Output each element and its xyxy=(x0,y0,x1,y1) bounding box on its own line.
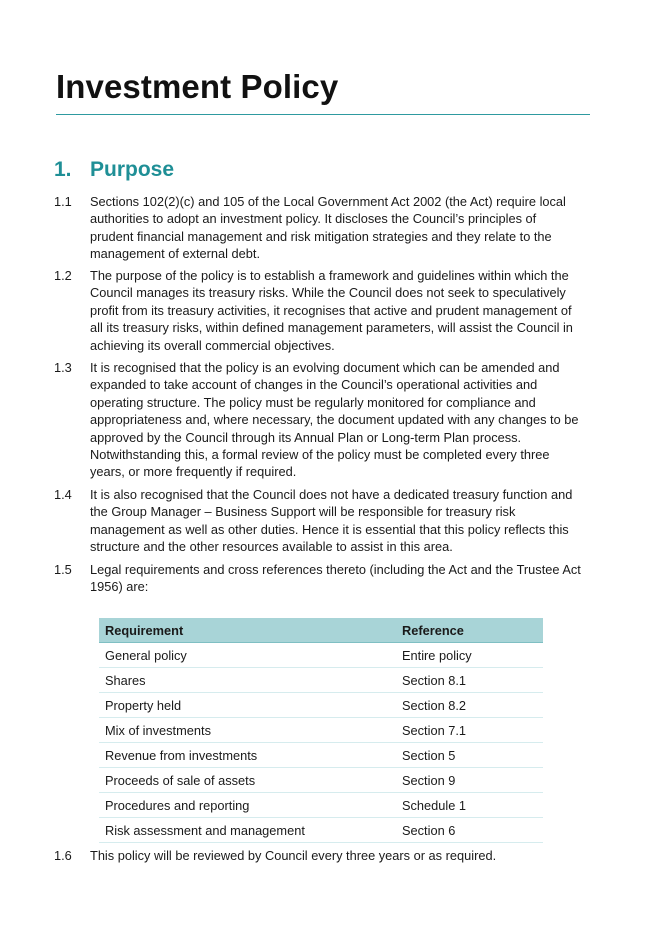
paragraph-number: 1.4 xyxy=(54,487,72,502)
text-line: Notwithstanding this, a formal review of the policy must be completed every three xyxy=(90,447,550,463)
text-line: management of external debt. xyxy=(90,246,261,262)
text-line: Legal requirements and cross references thereto (including the Act and the Trustee Act xyxy=(90,562,581,577)
paragraph-number: 1.3 xyxy=(54,360,72,375)
paragraph-number: 1.2 xyxy=(54,268,72,283)
text-line: all its treasury risks, within defined management parameters, will assist the Council in xyxy=(90,320,573,336)
reference-cell: Section 5 xyxy=(396,743,543,768)
text-line: management as well as other duties. Hence it is essential that this policy reflects this xyxy=(90,521,569,537)
reference-cell: Section 8.1 xyxy=(396,668,543,693)
requirements-table xyxy=(99,618,543,843)
text-line: prudent financial management and risk mitigation strategies and they relate to the xyxy=(90,228,552,244)
section-title: Purpose xyxy=(90,158,175,181)
table-row xyxy=(99,643,543,668)
text-line: It is also recognised that the Council does not have a dedicated treasury function and xyxy=(90,487,573,502)
table-row xyxy=(99,743,543,768)
text-line: It is recognised that the policy is an evolving document which can be amended and xyxy=(90,360,560,375)
requirement-cell: Risk assessment and management xyxy=(99,818,396,843)
paragraph-text xyxy=(90,267,590,354)
text-line: structure and the other resources available to assist in this area. xyxy=(90,539,453,555)
text-line: The purpose of the policy is to establish a framework and guidelines within which the xyxy=(90,268,569,283)
table-row xyxy=(99,718,543,743)
reference-cell: Section 9 xyxy=(396,768,543,793)
paragraph-text xyxy=(90,561,590,596)
reference-cell: Section 7.1 xyxy=(396,718,543,743)
paragraph-text xyxy=(90,847,590,864)
text-line: appropriateness and, where necessary, the document updated with any changes to be xyxy=(90,412,579,428)
text-line: authorities to adopt an investment policy. It discloses the Council’s principles of xyxy=(90,211,537,227)
header-requirement: Requirement xyxy=(99,618,396,643)
reference-cell: Entire policy xyxy=(396,643,543,668)
text-line: approved by the Council through its Annual Plan or Long-term Plan process. xyxy=(90,429,522,445)
reference-cell: Schedule 1 xyxy=(396,793,543,818)
section-number: 1. xyxy=(54,158,72,181)
section-heading xyxy=(54,158,174,182)
text-line: years, or more frequently if required. xyxy=(90,464,297,480)
text-line: Sections 102(2)(c) and 105 of the Local Government Act 2002 (the Act) require local xyxy=(90,194,566,209)
table-row xyxy=(99,768,543,793)
requirement-cell: Revenue from investments xyxy=(99,743,396,768)
requirement-cell: Procedures and reporting xyxy=(99,793,396,818)
text-line: the Group Manager – Business Support will be responsible for treasury risk xyxy=(90,504,516,520)
paragraph-text xyxy=(90,359,590,481)
paragraph-number: 1.6 xyxy=(54,848,72,863)
requirement-cell: Proceeds of sale of assets xyxy=(99,768,396,793)
text-line: achieving its overall commercial objectives. xyxy=(90,337,335,353)
paragraph-text xyxy=(90,193,590,263)
requirement-cell: Property held xyxy=(99,693,396,718)
table-row xyxy=(99,818,543,843)
table-header-row xyxy=(99,618,543,643)
text-line: expanded to take account of changes in the Council’s operational activities and xyxy=(90,377,538,393)
reference-cell: Section 6 xyxy=(396,818,543,843)
paragraph-number: 1.5 xyxy=(54,562,72,577)
requirement-cell: General policy xyxy=(99,643,396,668)
title-divider xyxy=(56,114,590,115)
paragraph-number: 1.1 xyxy=(54,194,72,209)
text-line: profit from its treasury activities, it recognises that active and prudent management of xyxy=(90,302,572,318)
paragraph-text xyxy=(90,486,590,556)
text-line: Council manages its treasury risks. While the Council does not seek to speculatively xyxy=(90,285,566,301)
document-title: Investment Policy xyxy=(56,68,339,105)
reference-cell: Section 8.2 xyxy=(396,693,543,718)
text-line: 1956) are: xyxy=(90,579,149,595)
table-row xyxy=(99,693,543,718)
text-line: operating structure. The policy must be regularly monitored for compliance and xyxy=(90,394,536,410)
text-line: This policy will be reviewed by Council every three years or as required. xyxy=(90,848,497,863)
table-row xyxy=(99,793,543,818)
requirement-cell: Mix of investments xyxy=(99,718,396,743)
table-row xyxy=(99,668,543,693)
requirement-cell: Shares xyxy=(99,668,396,693)
header-reference: Reference xyxy=(396,618,543,643)
